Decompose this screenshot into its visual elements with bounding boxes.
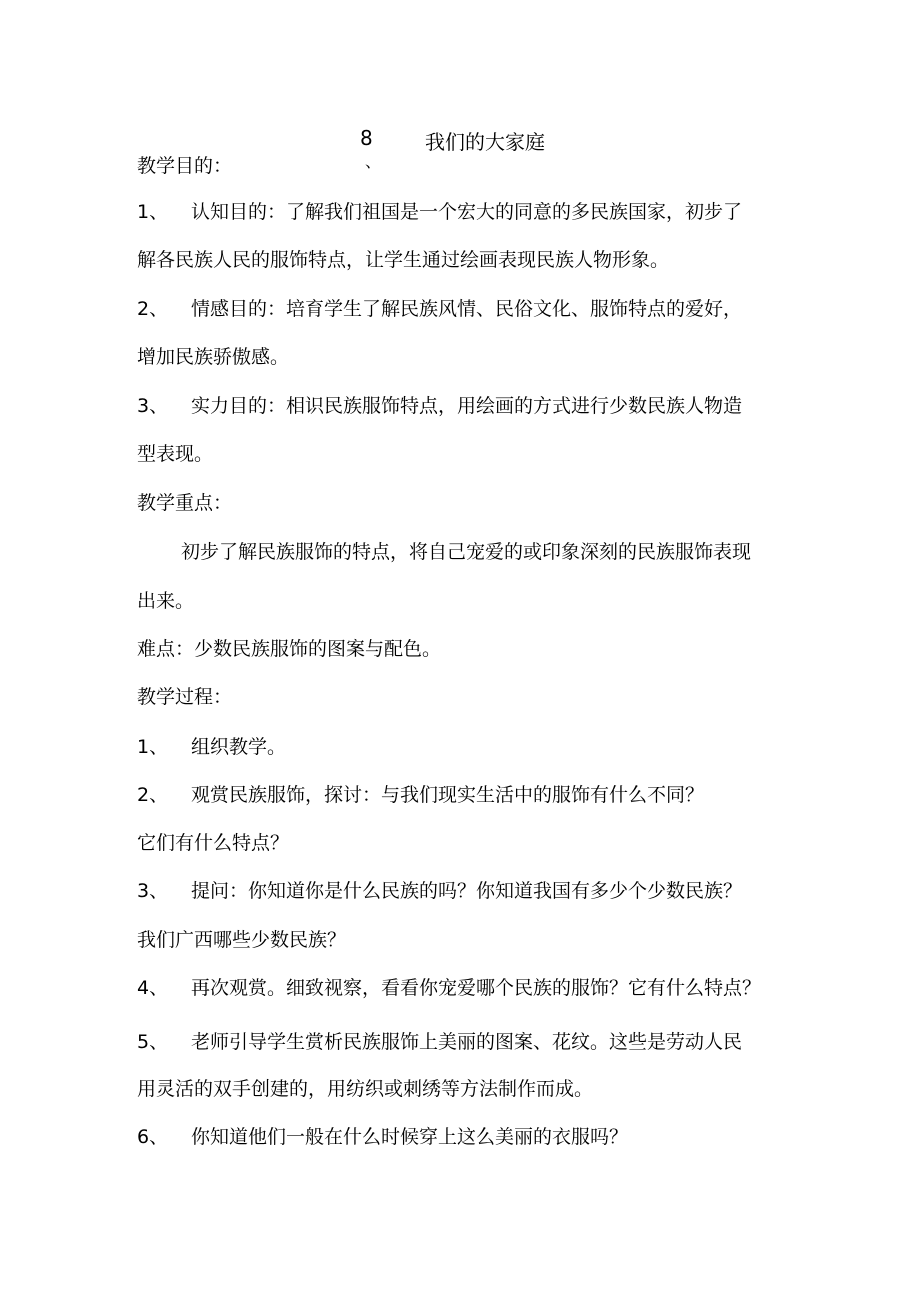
page-title: 我们的大家庭 bbox=[425, 130, 545, 154]
step-6-number: 6、 bbox=[137, 1126, 169, 1148]
goal-2-line-2: 增加民族骄傲感。 bbox=[137, 346, 290, 368]
title-number: 8 bbox=[360, 126, 373, 150]
goals-heading: 教学目的： bbox=[137, 155, 233, 177]
process-heading: 教学过程： bbox=[137, 686, 233, 708]
step-5-line-2: 用灵活的双手创建的，用纺织或刺绣等方法制作而成。 bbox=[137, 1078, 594, 1100]
goal-2-line-1: 情感目的：培育学生了解民族风情、民俗文化、服饰特点的爱好， bbox=[191, 298, 743, 320]
goal-3-line-1: 实力目的：相识民族服饰特点，用绘画的方式进行少数民族人物造 bbox=[191, 395, 743, 417]
step-3-line-1: 提问：你知道你是什么民族的吗？你知道我国有多少个少数民族？ bbox=[191, 880, 743, 902]
step-6-line-1: 你知道他们一般在什么时候穿上这么美丽的衣服吗？ bbox=[191, 1126, 629, 1148]
key-line-2: 出来。 bbox=[137, 590, 195, 612]
goal-3-number: 3、 bbox=[137, 395, 169, 417]
step-4-line-1: 再次观赏。细致视察，看看你宠爱哪个民族的服饰？它有什么特点？ bbox=[191, 977, 762, 999]
step-2-line-1: 观赏民族服饰，探讨：与我们现实生活中的服饰有什么不同？ bbox=[191, 784, 705, 806]
key-heading: 教学重点： bbox=[137, 492, 233, 514]
step-3-line-2: 我们广西哪些少数民族？ bbox=[137, 929, 347, 951]
goal-1-line-2: 解各民族人民的服饰特点，让学生通过绘画表现民族人物形象。 bbox=[137, 249, 670, 271]
step-4-number: 4、 bbox=[137, 977, 169, 999]
title-separator: 、 bbox=[365, 152, 382, 171]
goal-2-number: 2、 bbox=[137, 298, 169, 320]
goal-1-line-1: 认知目的：了解我们祖国是一个宏大的同意的多民族国家，初步了 bbox=[191, 201, 743, 223]
step-1-number: 1、 bbox=[137, 736, 169, 758]
difficulty-line: 难点：少数民族服饰的图案与配色。 bbox=[137, 638, 442, 660]
step-5-line-1: 老师引导学生赏析民族服饰上美丽的图案、花纹。这些是劳动人民 bbox=[191, 1031, 743, 1053]
step-5-number: 5、 bbox=[137, 1031, 169, 1053]
step-3-number: 3、 bbox=[137, 880, 169, 902]
goal-3-line-2: 型表现。 bbox=[137, 443, 214, 465]
step-2-line-2: 它们有什么特点？ bbox=[137, 832, 290, 854]
goal-1-number: 1、 bbox=[137, 201, 169, 223]
step-2-number: 2、 bbox=[137, 784, 169, 806]
key-line-1: 初步了解民族服饰的特点，将自己宠爱的或印象深刻的民族服饰表现 bbox=[181, 541, 752, 563]
step-1-line-1: 组织教学。 bbox=[191, 736, 287, 758]
